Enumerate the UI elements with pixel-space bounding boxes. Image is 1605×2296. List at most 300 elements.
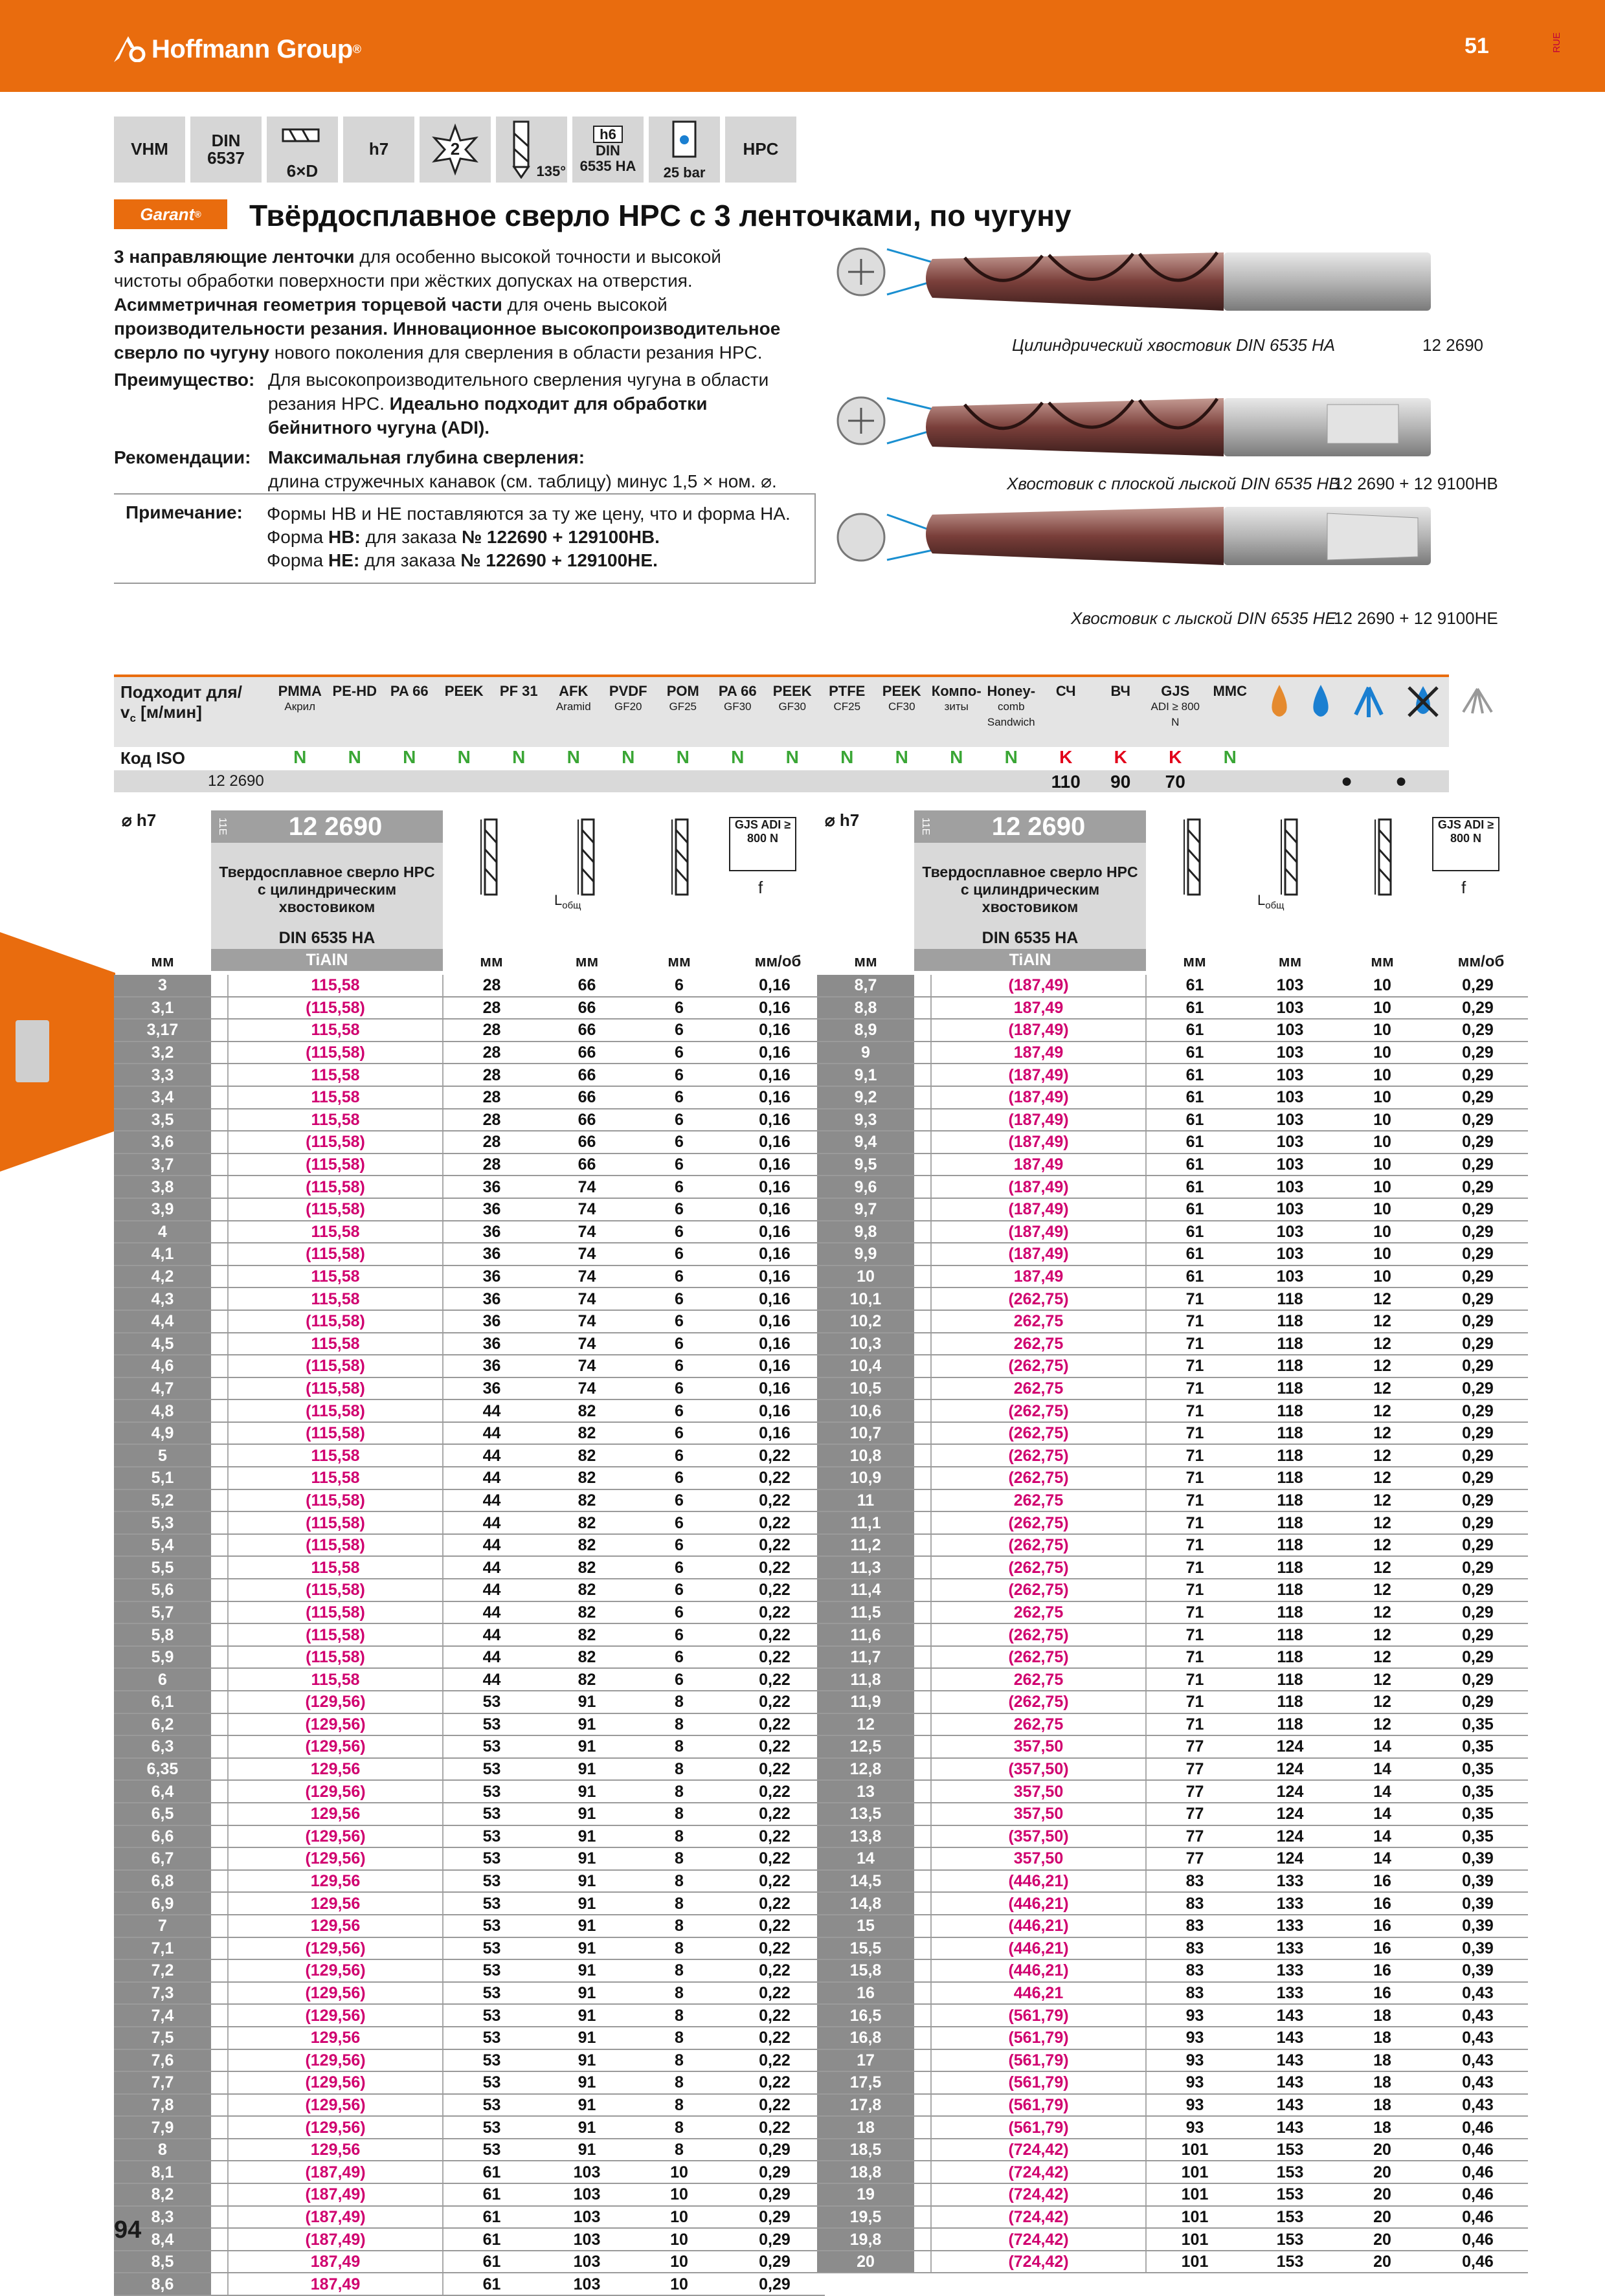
- table-row[interactable]: [114, 1847, 825, 1870]
- table-row[interactable]: [114, 1422, 825, 1445]
- price-cell[interactable]: 129,56: [228, 2139, 443, 2161]
- table-row[interactable]: [114, 1489, 825, 1512]
- table-row[interactable]: [817, 1601, 1528, 1624]
- iso-cell: N: [457, 747, 471, 767]
- value-cell: 0,22: [724, 2116, 825, 2139]
- table-row[interactable]: [114, 1019, 825, 1042]
- price-cell[interactable]: (129,56): [228, 1847, 443, 1870]
- table-row[interactable]: [114, 975, 825, 997]
- spacer-cell: [914, 1758, 931, 1781]
- price-cell[interactable]: (187,49): [931, 1064, 1146, 1086]
- price-cell[interactable]: 115,58: [228, 1086, 443, 1109]
- price-cell[interactable]: (561,79): [931, 2094, 1146, 2117]
- price-cell[interactable]: 262,75: [931, 1377, 1146, 1400]
- price-cell[interactable]: (262,75): [931, 1691, 1146, 1713]
- price-cell[interactable]: (187,49): [931, 1221, 1146, 1243]
- price-cell[interactable]: (446,21): [931, 1870, 1146, 1893]
- value-cell: 0,43: [1428, 2094, 1528, 2117]
- price-cell[interactable]: 357,50: [931, 1803, 1146, 1825]
- price-cell[interactable]: 115,58: [228, 1668, 443, 1691]
- table-row[interactable]: [114, 1713, 825, 1736]
- price-cell[interactable]: (115,58): [228, 1646, 443, 1669]
- table-row[interactable]: [114, 1937, 825, 1960]
- price-cell[interactable]: (187,49): [228, 2206, 443, 2229]
- table-row[interactable]: [817, 1154, 1528, 1176]
- price-cell[interactable]: (724,42): [931, 2183, 1146, 2206]
- price-cell[interactable]: (724,42): [931, 2206, 1146, 2229]
- table-row[interactable]: [817, 1333, 1528, 1355]
- price-cell[interactable]: (115,58): [228, 1399, 443, 1422]
- table-row[interactable]: [817, 2049, 1528, 2072]
- table-row[interactable]: [817, 1444, 1528, 1467]
- price-cell[interactable]: 115,58: [228, 1287, 443, 1310]
- value-cell: 0,29: [1428, 1579, 1528, 1601]
- value-cell: 74: [540, 1176, 634, 1198]
- table-row[interactable]: [114, 1109, 825, 1131]
- price-cell[interactable]: (187,49): [228, 2183, 443, 2206]
- table-row[interactable]: [114, 1467, 825, 1489]
- table-row[interactable]: [114, 2161, 825, 2183]
- value-cell: 8: [634, 1713, 724, 1736]
- table-row[interactable]: [817, 1758, 1528, 1781]
- price-cell[interactable]: (115,58): [228, 1176, 443, 1198]
- price-cell[interactable]: (129,56): [228, 2004, 443, 2027]
- table-row[interactable]: [817, 1534, 1528, 1557]
- price-cell[interactable]: (446,21): [931, 1915, 1146, 1937]
- table-row[interactable]: [114, 2049, 825, 2072]
- price-cell[interactable]: (262,75): [931, 1556, 1146, 1579]
- price-cell[interactable]: 262,75: [931, 1333, 1146, 1355]
- table-row[interactable]: [817, 1825, 1528, 1848]
- price-cell[interactable]: 262,75: [931, 1310, 1146, 1333]
- table-row[interactable]: [114, 1579, 825, 1601]
- article-number: 12 2690: [228, 810, 443, 843]
- price-cell[interactable]: (187,49): [931, 975, 1146, 997]
- price-cell[interactable]: 187,49: [931, 997, 1146, 1020]
- price-cell[interactable]: (357,50): [931, 1825, 1146, 1848]
- price-cell[interactable]: 129,56: [228, 2027, 443, 2049]
- table-row[interactable]: [817, 1646, 1528, 1669]
- price-cell[interactable]: 115,58: [228, 1467, 443, 1489]
- material-col-name: PA 66: [718, 683, 757, 699]
- price-cell[interactable]: (262,75): [931, 1287, 1146, 1310]
- table-row[interactable]: [817, 1959, 1528, 1982]
- price-cell[interactable]: (115,58): [228, 1579, 443, 1601]
- table-row[interactable]: [114, 1086, 825, 1109]
- value-cell: 143: [1243, 2004, 1337, 2027]
- price-cell[interactable]: (561,79): [931, 2071, 1146, 2094]
- material-col-name: MMC: [1213, 683, 1248, 699]
- advantage-line-3-bold: бейнитного чугуна (ADI).: [268, 418, 490, 438]
- price-cell[interactable]: (724,42): [931, 2139, 1146, 2161]
- price-cell[interactable]: (129,56): [228, 2071, 443, 2094]
- price-cell[interactable]: (115,58): [228, 1154, 443, 1176]
- value-cell: 12: [1337, 1713, 1428, 1736]
- table-row[interactable]: [114, 1780, 825, 1803]
- spacer-cell: [211, 1086, 228, 1109]
- table-row[interactable]: [817, 1556, 1528, 1579]
- table-row[interactable]: [114, 2273, 825, 2295]
- material-col-9: [765, 684, 820, 715]
- price-cell[interactable]: 115,58: [228, 1221, 443, 1243]
- table-row[interactable]: [817, 1377, 1528, 1400]
- price-cell[interactable]: (187,49): [931, 1198, 1146, 1221]
- spacer-cell: [211, 1601, 228, 1624]
- table-row[interactable]: [114, 1131, 825, 1154]
- table-row[interactable]: [817, 2228, 1528, 2251]
- table-row[interactable]: [114, 1870, 825, 1893]
- table-row[interactable]: [817, 1019, 1528, 1042]
- table-row[interactable]: [114, 1221, 825, 1243]
- spec-icon-row: [114, 117, 796, 183]
- lobsch-sub: общ: [562, 900, 581, 911]
- diameter-cell: 12,8: [817, 1758, 914, 1781]
- price-cell[interactable]: (115,58): [228, 1310, 443, 1333]
- brand-logo[interactable]: Hoffmann Group ®: [114, 34, 361, 65]
- value-cell: 0,16: [724, 1042, 825, 1064]
- table-row[interactable]: [817, 1511, 1528, 1534]
- art-code: 11E: [914, 810, 931, 843]
- table-row[interactable]: [114, 1691, 825, 1713]
- price-cell[interactable]: (561,79): [931, 2027, 1146, 2049]
- table-row[interactable]: [114, 1758, 825, 1781]
- coolant-dot: ●: [1340, 770, 1353, 792]
- table-row[interactable]: [817, 1042, 1528, 1064]
- price-cell[interactable]: (115,58): [228, 1511, 443, 1534]
- table-row[interactable]: [114, 1176, 825, 1198]
- value-cell: 28: [443, 1109, 540, 1131]
- table-row[interactable]: [817, 1870, 1528, 1893]
- price-cell[interactable]: (115,58): [228, 1534, 443, 1557]
- value-cell: 0,29: [1428, 1310, 1528, 1333]
- price-cell[interactable]: (724,42): [931, 2251, 1146, 2273]
- table-row[interactable]: [817, 1221, 1528, 1243]
- table-row[interactable]: [817, 975, 1528, 997]
- table-row[interactable]: [817, 2139, 1528, 2161]
- price-cell[interactable]: 187,49: [931, 1154, 1146, 1176]
- price-cell[interactable]: 187,49: [228, 2273, 443, 2295]
- price-cell[interactable]: 115,58: [228, 1444, 443, 1467]
- table-row[interactable]: [817, 1780, 1528, 1803]
- table-row[interactable]: [114, 2228, 825, 2251]
- table-row[interactable]: [817, 1198, 1528, 1221]
- price-cell[interactable]: (262,75): [931, 1579, 1146, 1601]
- price-cell[interactable]: 115,58: [228, 1556, 443, 1579]
- value-cell: 18: [1337, 2094, 1428, 2117]
- price-cell[interactable]: (561,79): [931, 2049, 1146, 2072]
- table-row[interactable]: [114, 2206, 825, 2229]
- price-cell[interactable]: (115,58): [228, 1489, 443, 1512]
- table-row[interactable]: [817, 2251, 1528, 2273]
- table-row[interactable]: [817, 1713, 1528, 1736]
- diameter-cell: 6,2: [114, 1713, 211, 1736]
- value-cell: 18: [1337, 2071, 1428, 2094]
- price-cell[interactable]: 187,49: [931, 1265, 1146, 1288]
- price-cell[interactable]: (187,49): [228, 2228, 443, 2251]
- table-row[interactable]: [817, 1668, 1528, 1691]
- spacer-cell: [914, 1154, 931, 1176]
- price-cell[interactable]: (262,75): [931, 1623, 1146, 1646]
- table-row[interactable]: [817, 1176, 1528, 1198]
- table-row[interactable]: [817, 1691, 1528, 1713]
- price-cell[interactable]: (724,42): [931, 2161, 1146, 2183]
- table-row[interactable]: [817, 1489, 1528, 1512]
- table-row[interactable]: [114, 1511, 825, 1534]
- table-row[interactable]: [114, 1534, 825, 1557]
- diameter-label: ⌀ h7: [122, 810, 157, 830]
- price-cell[interactable]: (187,49): [931, 1109, 1146, 1131]
- table-row[interactable]: [114, 997, 825, 1020]
- table-row[interactable]: [817, 1399, 1528, 1422]
- table-row[interactable]: [114, 1982, 825, 2005]
- value-cell: 44: [443, 1422, 540, 1445]
- value-cell: 0,29: [724, 2161, 825, 2183]
- table-row[interactable]: [114, 1646, 825, 1669]
- price-cell[interactable]: (262,75): [931, 1511, 1146, 1534]
- price-cell[interactable]: (262,75): [931, 1534, 1146, 1557]
- price-cell[interactable]: (187,49): [931, 1086, 1146, 1109]
- table-row[interactable]: [817, 1803, 1528, 1825]
- table-row[interactable]: [114, 2139, 825, 2161]
- table-row[interactable]: [114, 1399, 825, 1422]
- table-row[interactable]: [114, 1355, 825, 1377]
- value-cell: 77: [1146, 1758, 1243, 1781]
- table-row[interactable]: [114, 1959, 825, 1982]
- table-row[interactable]: [114, 1042, 825, 1064]
- table-row[interactable]: [817, 1131, 1528, 1154]
- diameter-cell: 5,7: [114, 1601, 211, 1624]
- price-cell[interactable]: (129,56): [228, 1937, 443, 1960]
- table-row[interactable]: [817, 1064, 1528, 1086]
- price-cell[interactable]: (115,58): [228, 1601, 443, 1624]
- price-cell[interactable]: (262,75): [931, 1422, 1146, 1445]
- value-cell: 153: [1243, 2251, 1337, 2273]
- table-row[interactable]: [114, 1333, 825, 1355]
- price-cell[interactable]: 129,56: [228, 1915, 443, 1937]
- price-cell[interactable]: 262,75: [931, 1713, 1146, 1736]
- price-cell[interactable]: (187,49): [931, 1019, 1146, 1042]
- table-row[interactable]: [114, 1154, 825, 1176]
- value-cell: 91: [540, 2139, 634, 2161]
- material-col-15: [1094, 684, 1149, 699]
- table-row[interactable]: [817, 1355, 1528, 1377]
- table-row[interactable]: [114, 2116, 825, 2139]
- table-row[interactable]: [817, 1422, 1528, 1445]
- table-row[interactable]: [817, 2116, 1528, 2139]
- table-row[interactable]: [817, 1287, 1528, 1310]
- value-cell: 0,29: [724, 2206, 825, 2229]
- table-row[interactable]: [817, 1847, 1528, 1870]
- price-cell[interactable]: 262,75: [931, 1668, 1146, 1691]
- price-cell[interactable]: (561,79): [931, 2004, 1146, 2027]
- spacer-cell: [211, 1870, 228, 1893]
- price-cell[interactable]: (446,21): [931, 1959, 1146, 1982]
- table-row[interactable]: [817, 1265, 1528, 1288]
- price-cell[interactable]: (129,56): [228, 1982, 443, 2005]
- table-row[interactable]: [817, 2071, 1528, 2094]
- price-cell[interactable]: (129,56): [228, 1959, 443, 1982]
- value-cell: 0,29: [1428, 997, 1528, 1020]
- price-cell[interactable]: (129,56): [228, 1825, 443, 1848]
- price-cell[interactable]: 262,75: [931, 1489, 1146, 1512]
- price-cell[interactable]: (187,49): [931, 1176, 1146, 1198]
- table-row[interactable]: [817, 1243, 1528, 1265]
- table-row[interactable]: [817, 1915, 1528, 1937]
- price-cell[interactable]: (115,58): [228, 1355, 443, 1377]
- table-row[interactable]: [114, 1735, 825, 1758]
- table-row[interactable]: [817, 1735, 1528, 1758]
- price-cell[interactable]: 357,50: [931, 1735, 1146, 1758]
- table-row[interactable]: [114, 1915, 825, 1937]
- table-row[interactable]: [114, 1064, 825, 1086]
- table-row[interactable]: [114, 1198, 825, 1221]
- price-cell[interactable]: (129,56): [228, 2049, 443, 2072]
- price-cell[interactable]: 262,75: [931, 1601, 1146, 1624]
- diameter-cell: 6,5: [114, 1803, 211, 1825]
- table-row[interactable]: [817, 1623, 1528, 1646]
- price-cell[interactable]: (561,79): [931, 2116, 1146, 2139]
- table-row[interactable]: [114, 1243, 825, 1265]
- table-row[interactable]: [817, 2161, 1528, 2183]
- value-cell: 101: [1146, 2183, 1243, 2206]
- price-cell[interactable]: (115,58): [228, 1623, 443, 1646]
- price-cell[interactable]: (115,58): [228, 1042, 443, 1064]
- table-row[interactable]: [114, 2004, 825, 2027]
- table-row[interactable]: [817, 2004, 1528, 2027]
- price-cell[interactable]: 129,56: [228, 1758, 443, 1781]
- price-cell[interactable]: 115,58: [228, 1265, 443, 1288]
- unit-l3: мм: [668, 953, 691, 970]
- table-row[interactable]: [114, 1825, 825, 1848]
- table-row[interactable]: [114, 2027, 825, 2049]
- table-row[interactable]: [114, 1803, 825, 1825]
- table-row[interactable]: [817, 1579, 1528, 1601]
- price-cell[interactable]: (262,75): [931, 1355, 1146, 1377]
- table-row[interactable]: [817, 2206, 1528, 2229]
- price-cell[interactable]: (262,75): [931, 1467, 1146, 1489]
- price-cell[interactable]: (446,21): [931, 1892, 1146, 1915]
- spacer-cell: [914, 1511, 931, 1534]
- value-cell: 53: [443, 1892, 540, 1915]
- price-cell[interactable]: 115,58: [228, 1109, 443, 1131]
- price-cell[interactable]: (357,50): [931, 1758, 1146, 1781]
- recommend-block: [114, 445, 833, 495]
- price-cell[interactable]: 115,58: [228, 975, 443, 997]
- table-row[interactable]: [114, 2251, 825, 2273]
- price-cell[interactable]: (129,56): [228, 1780, 443, 1803]
- table-row[interactable]: [114, 1377, 825, 1400]
- price-cell[interactable]: (262,75): [931, 1399, 1146, 1422]
- price-cell[interactable]: 187,49: [931, 1042, 1146, 1064]
- value-cell: 61: [443, 2183, 540, 2206]
- diameter-cell: 4,2: [114, 1265, 211, 1288]
- price-cell[interactable]: (262,75): [931, 1646, 1146, 1669]
- table-row[interactable]: [114, 1444, 825, 1467]
- table-row[interactable]: [114, 1265, 825, 1288]
- table-row[interactable]: [817, 1937, 1528, 1960]
- price-cell[interactable]: (115,58): [228, 1422, 443, 1445]
- price-cell[interactable]: (115,58): [228, 997, 443, 1020]
- price-cell[interactable]: (187,49): [228, 2161, 443, 2183]
- table-row[interactable]: [114, 1556, 825, 1579]
- table-row[interactable]: [114, 1668, 825, 1691]
- value-cell: 0,22: [724, 2049, 825, 2072]
- table-row[interactable]: [114, 1892, 825, 1915]
- price-cell[interactable]: (129,56): [228, 1713, 443, 1736]
- table-row[interactable]: [114, 1623, 825, 1646]
- price-cell[interactable]: (115,58): [228, 1243, 443, 1265]
- value-cell: 0,46: [1428, 2183, 1528, 2206]
- value-cell: 91: [540, 2027, 634, 2049]
- price-cell[interactable]: (115,58): [228, 1198, 443, 1221]
- value-cell: 18: [1337, 2027, 1428, 2049]
- price-cell[interactable]: 446,21: [931, 1982, 1146, 2005]
- price-cell[interactable]: 129,56: [228, 1870, 443, 1893]
- table-row[interactable]: [817, 1086, 1528, 1109]
- diameter-cell: 3,9: [114, 1198, 211, 1221]
- price-cell[interactable]: 357,50: [931, 1780, 1146, 1803]
- value-cell: 0,29: [1428, 1131, 1528, 1154]
- price-cell[interactable]: (446,21): [931, 1937, 1146, 1960]
- price-cell[interactable]: 129,56: [228, 1892, 443, 1915]
- price-cell[interactable]: (187,49): [931, 1243, 1146, 1265]
- price-cell[interactable]: (262,75): [931, 1444, 1146, 1467]
- price-cell[interactable]: (115,58): [228, 1131, 443, 1154]
- spacer-cell: [211, 1131, 228, 1154]
- value-cell: 6: [634, 1623, 724, 1646]
- table-row[interactable]: [114, 1601, 825, 1624]
- price-cell[interactable]: (115,58): [228, 1377, 443, 1400]
- price-cell[interactable]: (129,56): [228, 2094, 443, 2117]
- table-row[interactable]: [817, 1109, 1528, 1131]
- price-cell[interactable]: 115,58: [228, 1333, 443, 1355]
- table-row[interactable]: [114, 2094, 825, 2117]
- value-cell: 0,39: [1428, 1959, 1528, 1982]
- note-line-3c: для заказа: [359, 550, 461, 570]
- diameter-cell: 10,7: [817, 1422, 914, 1445]
- table-row[interactable]: [817, 1310, 1528, 1333]
- table-row[interactable]: [817, 1467, 1528, 1489]
- price-cell[interactable]: 357,50: [931, 1847, 1146, 1870]
- price-cell[interactable]: 115,58: [228, 1019, 443, 1042]
- price-cell[interactable]: 129,56: [228, 1803, 443, 1825]
- price-cell[interactable]: (129,56): [228, 1691, 443, 1713]
- table-row[interactable]: [817, 1982, 1528, 2005]
- price-cell[interactable]: 187,49: [228, 2251, 443, 2273]
- table-row[interactable]: [817, 2183, 1528, 2206]
- price-cell[interactable]: (724,42): [931, 2228, 1146, 2251]
- material-col-sub: GF30: [723, 700, 752, 713]
- table-row[interactable]: [817, 2094, 1528, 2117]
- drill-hb-caption: Хвостовик с плоской лыской DIN 6535 HB: [1007, 474, 1340, 493]
- value-cell: 91: [540, 1713, 634, 1736]
- table-row[interactable]: [114, 1287, 825, 1310]
- spec-ha-label: 6535 HA: [579, 157, 636, 174]
- table-row[interactable]: [817, 997, 1528, 1020]
- value-cell: 6: [634, 1198, 724, 1221]
- table-row[interactable]: [817, 1892, 1528, 1915]
- price-cell[interactable]: (129,56): [228, 2116, 443, 2139]
- price-cell[interactable]: 115,58: [228, 1064, 443, 1086]
- table-row[interactable]: [114, 1310, 825, 1333]
- table-row[interactable]: [114, 2183, 825, 2206]
- table-row[interactable]: [817, 2027, 1528, 2049]
- table-row[interactable]: [114, 2071, 825, 2094]
- diameter-cell: 3,1: [114, 997, 211, 1020]
- price-cell[interactable]: (129,56): [228, 1735, 443, 1758]
- price-cell[interactable]: (187,49): [931, 1131, 1146, 1154]
- spacer-cell: [211, 2139, 228, 2161]
